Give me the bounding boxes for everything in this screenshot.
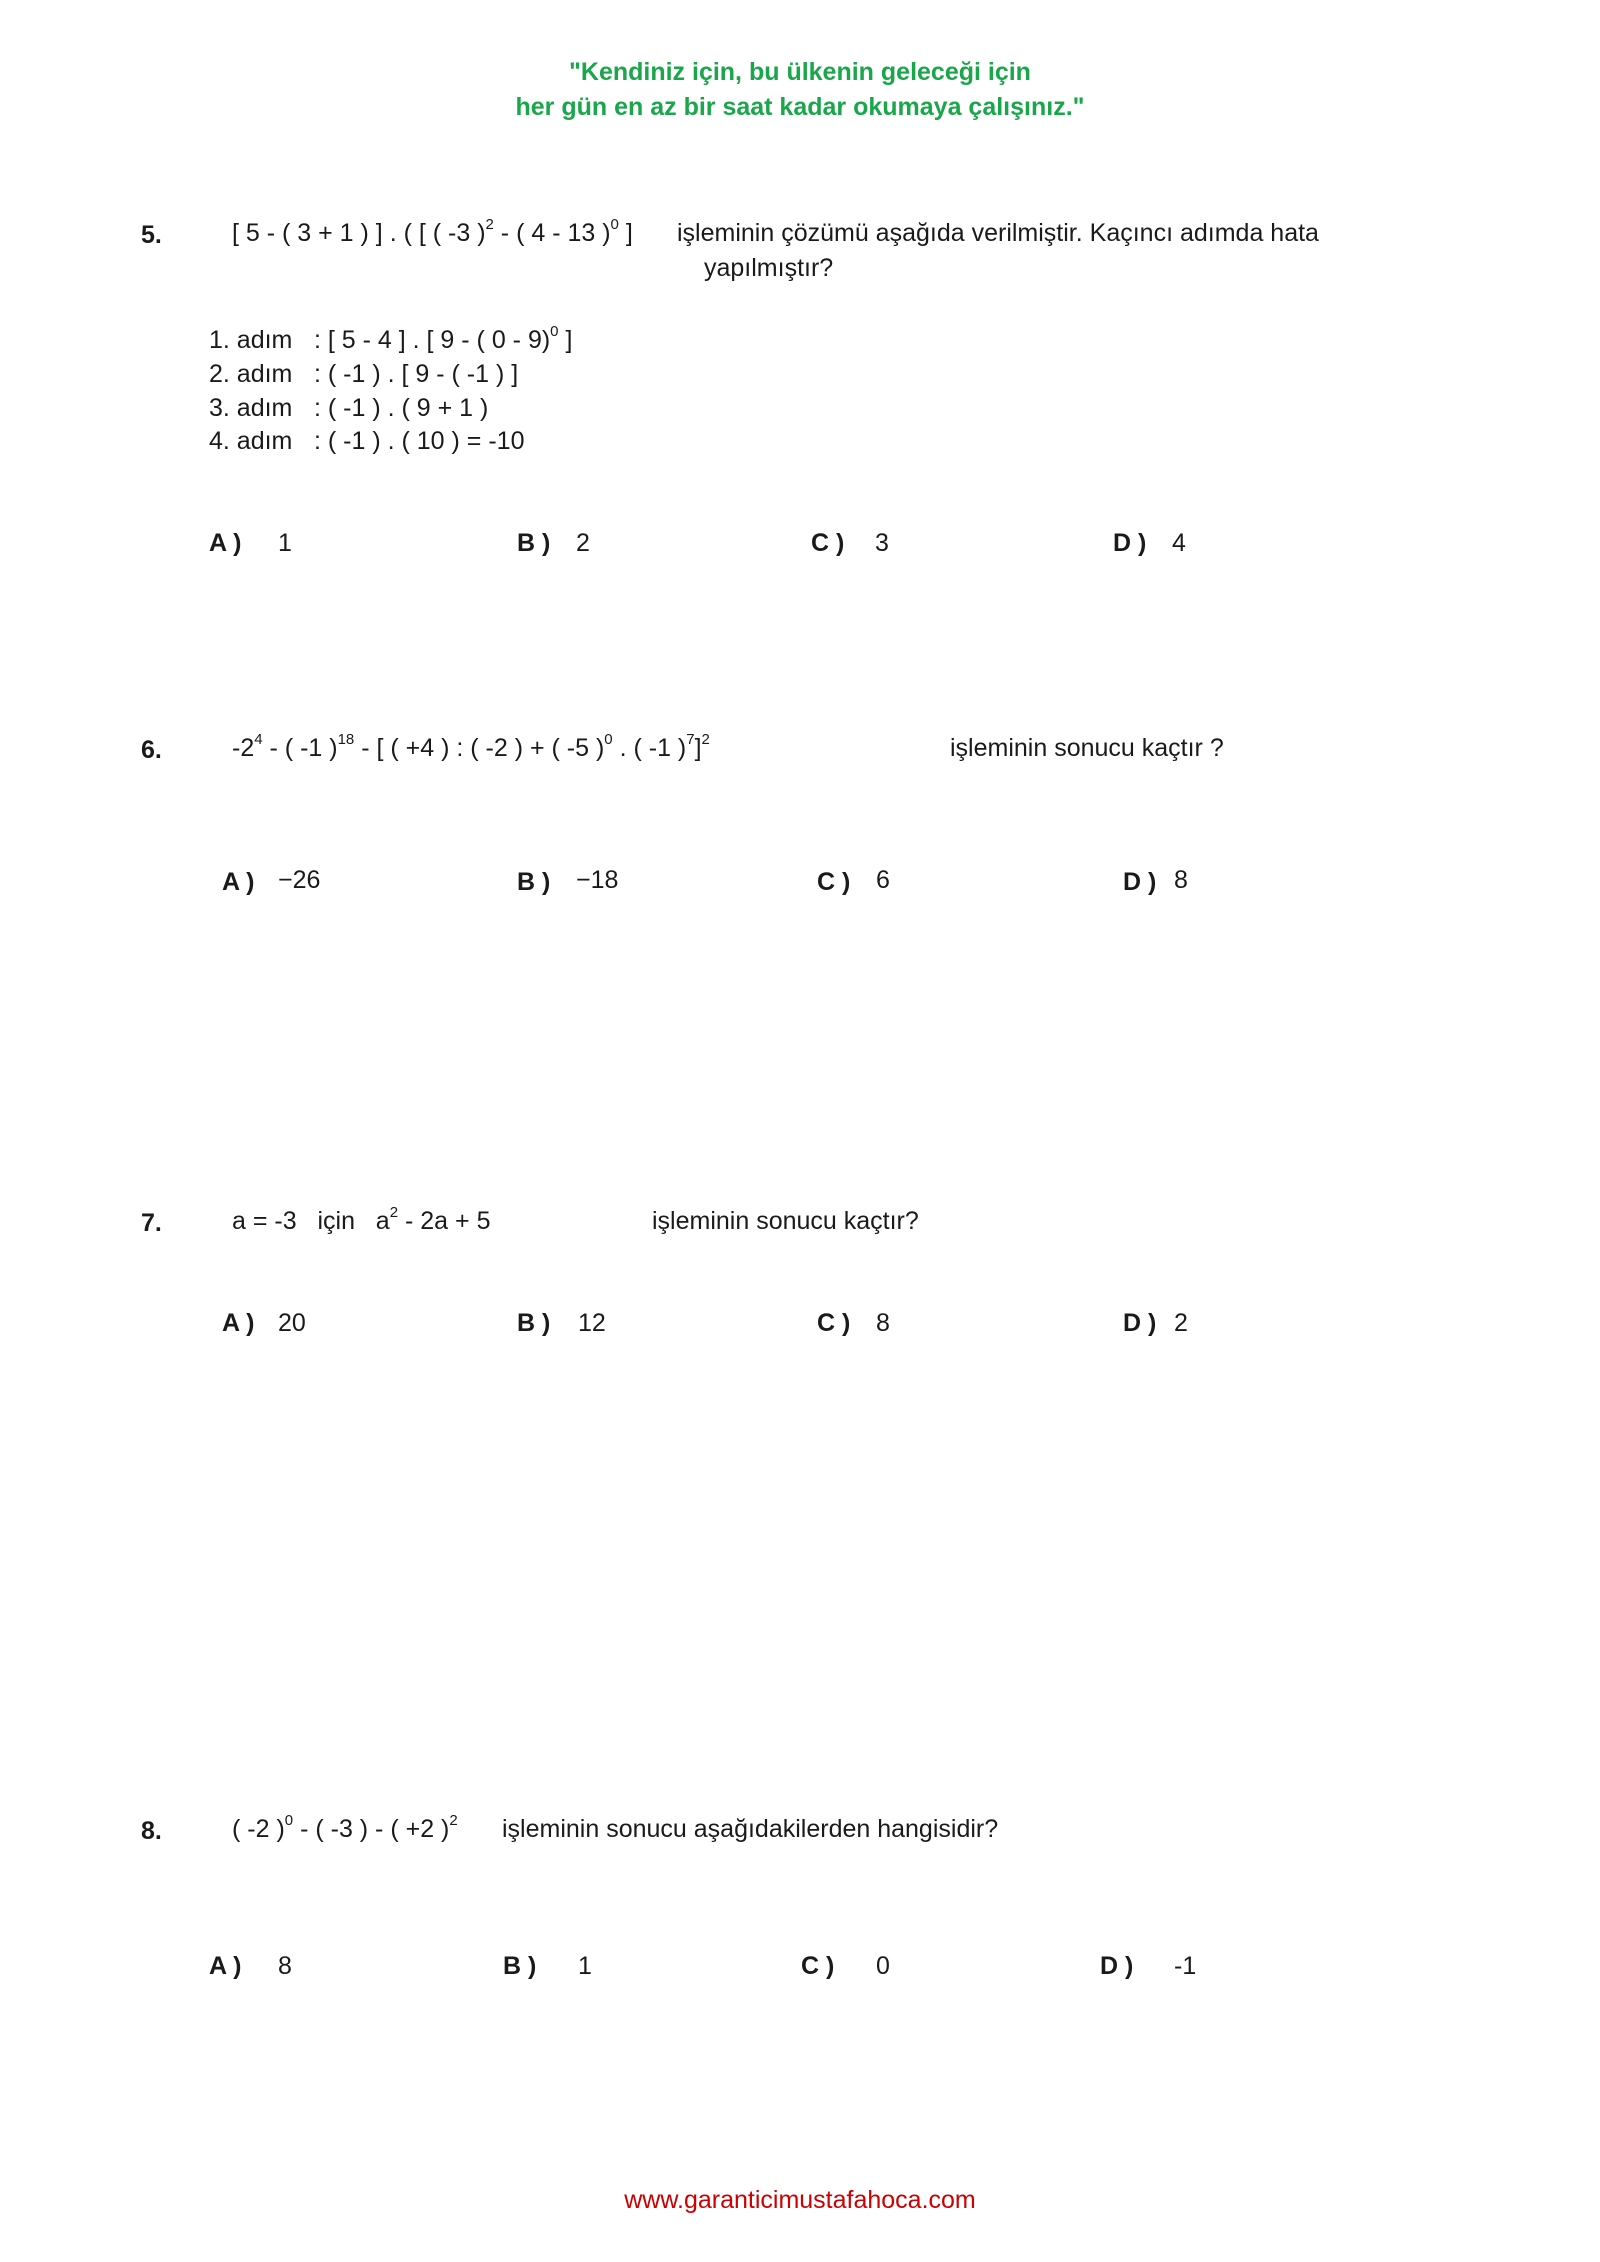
solution-step-content: : ( -1 ) . [ 9 - ( -1 ) ] (314, 360, 519, 388)
question-expression (232, 731, 710, 763)
solution-step-content (314, 323, 573, 355)
expr-part: a = -3 için a (232, 1207, 390, 1235)
solution-step (209, 326, 292, 355)
exponent: 0 (604, 731, 613, 748)
exponent: 2 (389, 1204, 399, 1221)
exponent: 2 (449, 1812, 458, 1829)
solution-step: 4. adım (209, 427, 293, 455)
question-text: işleminin çözümü aşağıda verilmiştir. Kaçıncı adımda hata (677, 219, 1319, 247)
exponent: 0 (610, 216, 619, 233)
option-letter: C ) (817, 868, 851, 896)
question-number: 7. (141, 1209, 162, 1237)
option-letter: D ) (1123, 868, 1157, 896)
option-letter: A ) (209, 529, 242, 557)
question-text-continued: yapılmıştır? (704, 254, 834, 282)
question-number: 5. (141, 221, 162, 249)
option-d-value: 8 (1174, 866, 1188, 894)
footer-link[interactable]: www.garanticimustafahoca.com (624, 2186, 976, 2214)
option-letter: C ) (801, 1952, 835, 1980)
step-expr: : [ 5 - 4 ] . [ 9 - ( 0 - 9) (314, 326, 551, 354)
option-d-value: -1 (1174, 1952, 1197, 1980)
option-a-value: 20 (278, 1309, 306, 1337)
expr-part: -2 (232, 734, 255, 762)
solution-step-content: : ( -1 ) . ( 10 ) = -10 (314, 427, 525, 455)
option-d[interactable] (1123, 1309, 1156, 1338)
exponent: 0 (284, 1812, 294, 1829)
motto-line-2: her gün en az bir saat kadar okumaya çalışınız." (515, 93, 1085, 121)
solution-step: 2. adım (209, 360, 293, 388)
question-text: işleminin sonucu kaçtır? (652, 1207, 919, 1235)
option-d[interactable] (1123, 868, 1156, 897)
question-expression (232, 1204, 491, 1236)
option-letter: B ) (517, 868, 551, 896)
expr-part: - ( 4 - 13 ) (493, 219, 611, 247)
option-c[interactable] (811, 529, 844, 558)
option-c-value: 0 (876, 1952, 890, 1980)
option-letter: D ) (1113, 529, 1147, 557)
option-d[interactable] (1113, 529, 1146, 558)
option-c[interactable] (817, 868, 850, 897)
expr-part: - ( -3 ) - ( +2 ) (293, 1815, 450, 1843)
option-letter: A ) (209, 1952, 242, 1980)
exponent: 7 (686, 731, 695, 748)
option-b-value: 2 (576, 529, 590, 557)
option-a-value: 1 (278, 529, 292, 557)
option-d-value: 4 (1172, 529, 1186, 557)
option-letter: B ) (517, 1309, 551, 1337)
option-letter: B ) (503, 1952, 537, 1980)
solution-step-content: : ( -1 ) . ( 9 + 1 ) (314, 394, 489, 422)
expr-part: . ( -1 ) (612, 734, 687, 762)
exponent: 4 (254, 731, 263, 748)
option-b-value: 1 (578, 1952, 592, 1980)
option-d[interactable] (1100, 1952, 1133, 1981)
exponent: 18 (337, 731, 355, 748)
option-c[interactable] (817, 1309, 850, 1338)
question-text: işleminin sonucu kaçtır ? (950, 734, 1224, 762)
expr-part: - ( -1 ) (262, 734, 338, 762)
expr-part: ] (694, 734, 702, 762)
option-c[interactable] (801, 1952, 834, 1981)
step-expr: ] (558, 326, 573, 354)
question-text: işleminin sonucu aşağıdakilerden hangisidir? (502, 1815, 999, 1843)
exponent: 0 (550, 323, 559, 340)
question-expression (232, 1812, 458, 1844)
option-letter: C ) (817, 1309, 851, 1337)
question-number: 6. (141, 736, 162, 764)
option-a[interactable] (209, 1952, 241, 1981)
solution-step: 3. adım (209, 394, 293, 422)
option-b[interactable] (517, 868, 550, 897)
option-b[interactable] (517, 1309, 550, 1338)
option-a[interactable] (222, 1309, 254, 1338)
option-letter: D ) (1123, 1309, 1157, 1337)
expr-part: - 2a + 5 (398, 1207, 491, 1235)
option-letter: A ) (222, 868, 255, 896)
exponent: 2 (701, 731, 710, 748)
option-letter: A ) (222, 1309, 255, 1337)
option-letter: D ) (1100, 1952, 1134, 1980)
expr-part: - [ ( +4 ) : ( -2 ) + ( -5 ) (354, 734, 605, 762)
expr-part: ] (618, 219, 633, 247)
option-b[interactable] (503, 1952, 536, 1981)
option-c-value: 3 (875, 529, 889, 557)
option-c-value: 8 (876, 1309, 890, 1337)
expr-part: ( -2 ) (232, 1815, 285, 1843)
motto-line-1: "Kendiniz için, bu ülkenin geleceği için (569, 58, 1031, 86)
option-letter: C ) (811, 529, 845, 557)
option-b[interactable] (517, 529, 550, 558)
question-number: 8. (141, 1817, 162, 1845)
option-b-value: 12 (578, 1309, 606, 1337)
option-letter: B ) (517, 529, 551, 557)
exponent: 2 (485, 216, 494, 233)
option-d-value: 2 (1174, 1309, 1188, 1337)
expr-part: [ 5 - ( 3 + 1 ) ] . ( [ ( -3 ) (232, 219, 486, 247)
option-a-value: 8 (278, 1952, 292, 1980)
option-b-value: −18 (576, 866, 619, 894)
option-a-value: −26 (278, 866, 321, 894)
step-label: 1. adım (209, 326, 293, 354)
question-expression (232, 216, 633, 248)
option-c-value: 6 (876, 866, 890, 894)
option-a[interactable] (209, 529, 241, 558)
option-a[interactable] (222, 868, 254, 897)
